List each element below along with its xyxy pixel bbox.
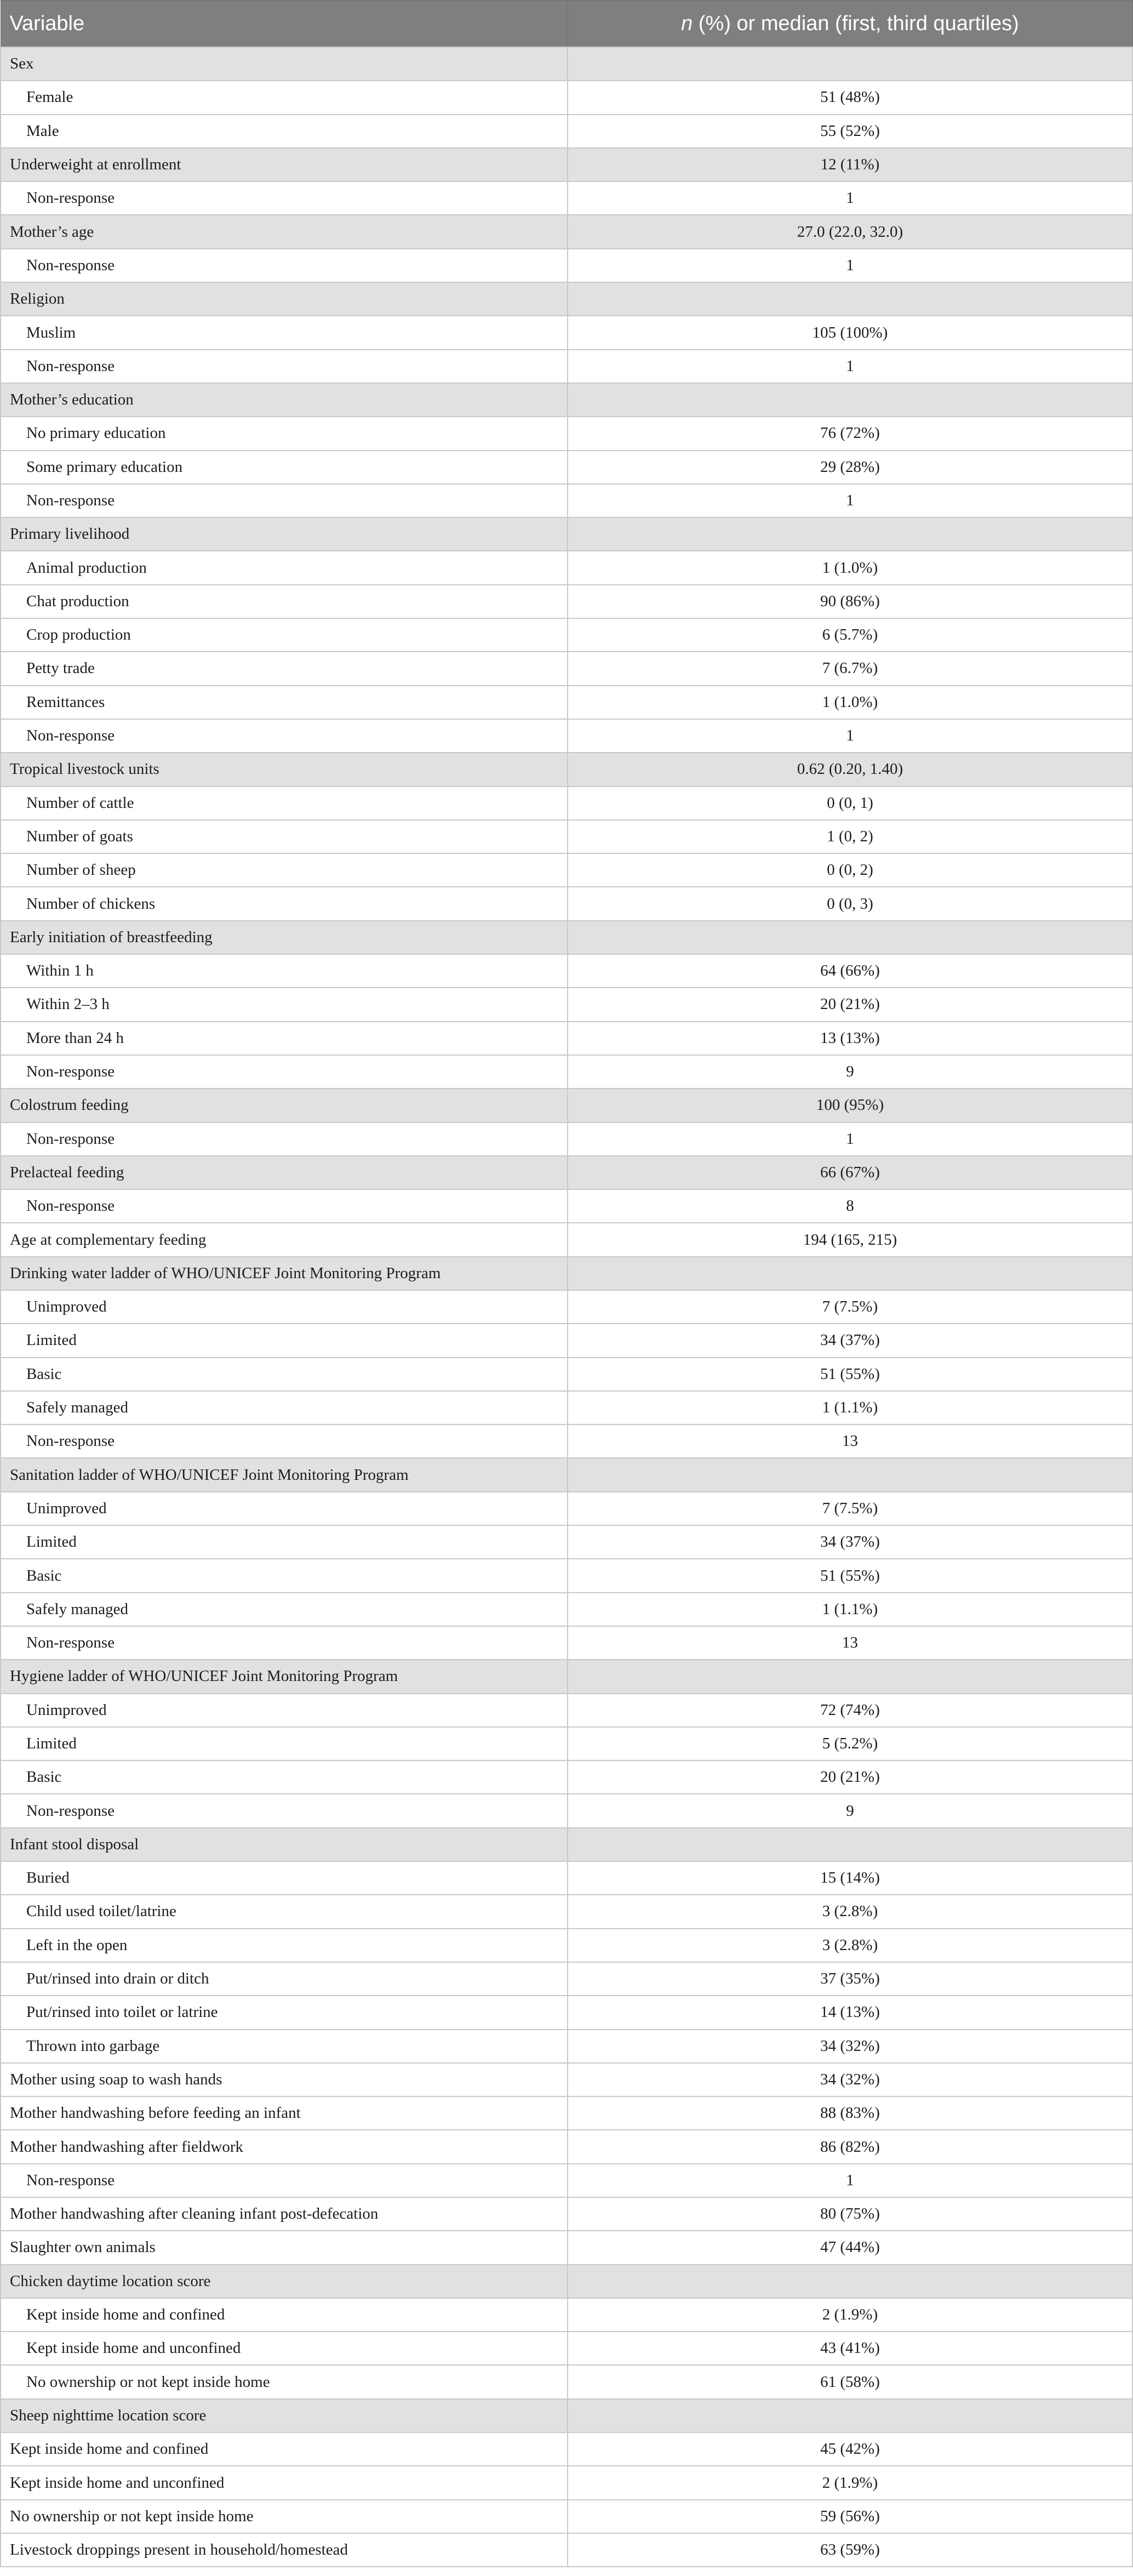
table-row	[1, 787, 1132, 820]
variable-cell: Drinking water ladder of WHO/UNICEF Joint Monitoring Program	[1, 1257, 568, 1290]
value-cell: 194 (165, 215)	[568, 1223, 1132, 1256]
value-cell: 34 (32%)	[568, 2030, 1132, 2063]
value-cell: 8	[568, 1189, 1132, 1223]
table-row	[1, 2030, 1132, 2063]
value-cell: 9	[568, 1794, 1132, 1827]
value-cell: 34 (37%)	[568, 1324, 1132, 1357]
variable-cell: Non-response	[1, 2164, 568, 2197]
table-row	[1, 954, 1132, 988]
variable-cell: Mother handwashing after fieldwork	[1, 2130, 568, 2163]
table-row	[1, 1794, 1132, 1827]
table-row	[1, 1391, 1132, 1424]
table-row	[1, 1626, 1132, 1660]
value-cell: 3 (2.8%)	[568, 1895, 1132, 1928]
value-cell	[568, 517, 1132, 551]
table-row	[1, 585, 1132, 618]
table-row	[1, 988, 1132, 1021]
variable-cell: Prelacteal feeding	[1, 1156, 568, 1189]
variable-cell: Sanitation ladder of WHO/UNICEF Joint Monitoring Program	[1, 1458, 568, 1491]
variable-cell: Livestock droppings present in household/homestead	[1, 2533, 568, 2567]
variable-cell: Crop production	[1, 618, 568, 652]
value-cell: 7 (6.7%)	[568, 652, 1132, 685]
table-row	[1, 853, 1132, 887]
value-cell: 20 (21%)	[568, 1760, 1132, 1794]
variable-cell: Mother handwashing after cleaning infant post-defecation	[1, 2197, 568, 2231]
table-row	[1, 1727, 1132, 1760]
value-cell: 1 (1.1%)	[568, 1593, 1132, 1626]
value-cell: 14 (13%)	[568, 1996, 1132, 2029]
n-symbol: n	[681, 12, 693, 35]
table-row	[1, 451, 1132, 484]
table-group-row	[1, 1458, 1132, 1491]
value-cell: 1	[568, 181, 1132, 215]
variable-cell: Primary livelihood	[1, 517, 568, 551]
table-row	[1, 887, 1132, 920]
value-cell	[568, 383, 1132, 417]
variable-cell: Limited	[1, 1525, 568, 1559]
variable-cell: Basic	[1, 1760, 568, 1794]
value-cell: 64 (66%)	[568, 954, 1132, 988]
value-cell	[568, 1660, 1132, 1693]
table-row	[1, 2063, 1132, 2096]
table-row	[1, 316, 1132, 349]
value-column-header	[568, 1, 1132, 48]
table-row	[1, 484, 1132, 517]
value-cell: 13	[568, 1626, 1132, 1660]
variable-cell: Sex	[1, 47, 568, 81]
table-row	[1, 2365, 1132, 2398]
value-cell: 34 (37%)	[568, 1525, 1132, 1559]
value-cell: 1 (1.1%)	[568, 1391, 1132, 1424]
table-row	[1, 2332, 1132, 2365]
value-cell: 6 (5.7%)	[568, 618, 1132, 652]
value-cell: 1	[568, 350, 1132, 383]
table-row	[1, 2298, 1132, 2332]
value-cell: 61 (58%)	[568, 2365, 1132, 2398]
table-row	[1, 2231, 1132, 2264]
table-row	[1, 1929, 1132, 1962]
variable-cell: Non-response	[1, 181, 568, 215]
value-cell: 29 (28%)	[568, 451, 1132, 484]
table-row	[1, 551, 1132, 584]
value-cell: 3 (2.8%)	[568, 1929, 1132, 1962]
value-cell: 5 (5.2%)	[568, 1727, 1132, 1760]
value-cell: 0 (0, 2)	[568, 853, 1132, 887]
table-row	[1, 2197, 1132, 2231]
variable-cell: Chicken daytime location score	[1, 2265, 568, 2298]
variable-cell: Underweight at enrollment	[1, 148, 568, 181]
value-cell: 47 (44%)	[568, 2231, 1132, 2264]
variable-cell: Sheep nighttime location score	[1, 2399, 568, 2432]
table-row	[1, 820, 1132, 853]
variable-cell: Left in the open	[1, 1929, 568, 1962]
value-cell: 37 (35%)	[568, 1962, 1132, 1996]
table-row	[1, 81, 1132, 114]
value-cell: 0.62 (0.20, 1.40)	[568, 753, 1132, 786]
table-row	[1, 1290, 1132, 1324]
variable-cell: Early initiation of breastfeeding	[1, 921, 568, 954]
value-cell: 12 (11%)	[568, 148, 1132, 181]
value-cell: 63 (59%)	[568, 2533, 1132, 2567]
value-cell: 66 (67%)	[568, 1156, 1132, 1189]
value-cell: 43 (41%)	[568, 2332, 1132, 2365]
variable-cell: Unimproved	[1, 1290, 568, 1324]
variable-cell: Kept inside home and unconfined	[1, 2332, 568, 2365]
table-group-row	[1, 517, 1132, 551]
table-group-row	[1, 47, 1132, 81]
table-row	[1, 1122, 1132, 1156]
value-cell: 1	[568, 719, 1132, 753]
value-cell: 2 (1.9%)	[568, 2466, 1132, 2499]
variable-cell: Safely managed	[1, 1391, 568, 1424]
variable-cell: Religion	[1, 282, 568, 316]
variable-cell: Basic	[1, 1358, 568, 1391]
value-cell: 7 (7.5%)	[568, 1492, 1132, 1525]
variable-cell: Kept inside home and confined	[1, 2432, 568, 2466]
table-row	[1, 1492, 1132, 1525]
variable-cell: Non-response	[1, 1794, 568, 1827]
variable-cell: Limited	[1, 1324, 568, 1357]
variable-cell: Animal production	[1, 551, 568, 584]
variable-cell: Remittances	[1, 686, 568, 719]
value-cell: 0 (0, 1)	[568, 787, 1132, 820]
table-row	[1, 350, 1132, 383]
table-row	[1, 249, 1132, 282]
value-cell: 88 (83%)	[568, 2096, 1132, 2130]
value-cell: 1	[568, 2164, 1132, 2197]
table-row	[1, 1189, 1132, 1223]
variable-cell: Tropical livestock units	[1, 753, 568, 786]
table-row	[1, 1055, 1132, 1088]
variable-cell: Basic	[1, 1559, 568, 1592]
value-cell	[568, 2265, 1132, 2298]
variable-cell: Muslim	[1, 316, 568, 349]
variable-column-header: Variable	[1, 1, 568, 48]
variable-cell: Colostrum feeding	[1, 1088, 568, 1122]
table-body	[1, 47, 1132, 2567]
variable-cell: Mother’s education	[1, 383, 568, 417]
variable-cell: Non-response	[1, 1424, 568, 1458]
variable-cell: Put/rinsed into drain or ditch	[1, 1962, 568, 1996]
table-row	[1, 1223, 1132, 1256]
table-row	[1, 1525, 1132, 1559]
value-cell: 51 (48%)	[568, 81, 1132, 114]
variable-cell: Petty trade	[1, 652, 568, 685]
table-row	[1, 1424, 1132, 1458]
table-group-row	[1, 215, 1132, 248]
value-cell: 45 (42%)	[568, 2432, 1132, 2466]
variable-cell: Kept inside home and confined	[1, 2298, 568, 2332]
table-group-row	[1, 2399, 1132, 2432]
variable-cell: Number of cattle	[1, 787, 568, 820]
variable-cell: Non-response	[1, 350, 568, 383]
table-row	[1, 1358, 1132, 1391]
variable-cell: No primary education	[1, 417, 568, 450]
table-row	[1, 2466, 1132, 2499]
value-cell: 13	[568, 1424, 1132, 1458]
value-cell: 34 (32%)	[568, 2063, 1132, 2096]
table-row	[1, 2164, 1132, 2197]
variable-cell: Unimproved	[1, 1694, 568, 1727]
variable-cell: Mother handwashing before feeding an infant	[1, 2096, 568, 2130]
variable-cell: Within 2–3 h	[1, 988, 568, 1021]
variable-cell: Some primary education	[1, 451, 568, 484]
value-cell: 59 (56%)	[568, 2500, 1132, 2533]
table-row	[1, 1760, 1132, 1794]
value-cell	[568, 921, 1132, 954]
table-row	[1, 1962, 1132, 1996]
table-row	[1, 1895, 1132, 1928]
table-group-row	[1, 383, 1132, 417]
table-row	[1, 686, 1132, 719]
table-row	[1, 1861, 1132, 1895]
variable-cell: Female	[1, 81, 568, 114]
variable-cell: Mother’s age	[1, 215, 568, 248]
value-cell	[568, 2399, 1132, 2432]
variable-cell: Male	[1, 115, 568, 148]
variable-cell: Limited	[1, 1727, 568, 1760]
table-row	[1, 181, 1132, 215]
table-group-row	[1, 1828, 1132, 1861]
table-group-row	[1, 753, 1132, 786]
variable-cell: Age at complementary feeding	[1, 1223, 568, 1256]
table-group-row	[1, 148, 1132, 181]
variable-cell: More than 24 h	[1, 1022, 568, 1055]
variable-cell: Number of chickens	[1, 887, 568, 920]
variable-cell: Child used toilet/latrine	[1, 1895, 568, 1928]
table-row	[1, 1694, 1132, 1727]
value-cell: 20 (21%)	[568, 988, 1132, 1021]
table-group-row	[1, 921, 1132, 954]
value-cell: 1 (0, 2)	[568, 820, 1132, 853]
variable-cell: Non-response	[1, 1055, 568, 1088]
table-row	[1, 719, 1132, 753]
value-cell: 100 (95%)	[568, 1088, 1132, 1122]
value-cell: 13 (13%)	[568, 1022, 1132, 1055]
table-row	[1, 2500, 1132, 2533]
variable-cell: No ownership or not kept inside home	[1, 2365, 568, 2398]
variable-cell: Buried	[1, 1861, 568, 1895]
variable-cell: Slaughter own animals	[1, 2231, 568, 2264]
value-cell: 1	[568, 1122, 1132, 1156]
table-row	[1, 1996, 1132, 2029]
variable-cell: No ownership or not kept inside home	[1, 2500, 568, 2533]
table-row	[1, 2432, 1132, 2466]
table-row	[1, 2533, 1132, 2567]
variable-cell: Mother using soap to wash hands	[1, 2063, 568, 2096]
value-cell: 80 (75%)	[568, 2197, 1132, 2231]
variable-cell: Hygiene ladder of WHO/UNICEF Joint Monitoring Program	[1, 1660, 568, 1693]
table-row	[1, 1022, 1132, 1055]
variable-cell: Chat production	[1, 585, 568, 618]
value-cell: 2 (1.9%)	[568, 2298, 1132, 2332]
value-cell: 9	[568, 1055, 1132, 1088]
table-row	[1, 1593, 1132, 1626]
value-cell	[568, 1828, 1132, 1861]
variable-cell: Number of goats	[1, 820, 568, 853]
value-cell: 1 (1.0%)	[568, 686, 1132, 719]
variable-cell: Kept inside home and unconfined	[1, 2466, 568, 2499]
value-cell: 51 (55%)	[568, 1358, 1132, 1391]
table-header-row	[1, 1, 1132, 48]
table-row	[1, 417, 1132, 450]
value-cell	[568, 47, 1132, 81]
value-cell	[568, 1257, 1132, 1290]
table-group-row	[1, 1156, 1132, 1189]
table-row	[1, 1324, 1132, 1357]
variable-cell: Put/rinsed into toilet or latrine	[1, 1996, 568, 2029]
variable-cell: Non-response	[1, 1122, 568, 1156]
variable-cell: Non-response	[1, 249, 568, 282]
value-cell: 1	[568, 484, 1132, 517]
value-header-text: (%) or median (first, third quartiles)	[693, 12, 1019, 35]
table-row	[1, 652, 1132, 685]
table-group-row	[1, 1257, 1132, 1290]
table-row	[1, 2096, 1132, 2130]
table-group-row	[1, 1660, 1132, 1693]
table-row	[1, 115, 1132, 148]
variable-cell: Non-response	[1, 484, 568, 517]
value-cell: 105 (100%)	[568, 316, 1132, 349]
table-row	[1, 618, 1132, 652]
value-cell: 7 (7.5%)	[568, 1290, 1132, 1324]
table-group-row	[1, 2265, 1132, 2298]
value-cell: 55 (52%)	[568, 115, 1132, 148]
variable-cell: Number of sheep	[1, 853, 568, 887]
value-cell: 15 (14%)	[568, 1861, 1132, 1895]
value-cell	[568, 282, 1132, 316]
value-cell	[568, 1458, 1132, 1491]
variable-cell: Within 1 h	[1, 954, 568, 988]
value-cell: 90 (86%)	[568, 585, 1132, 618]
table-row	[1, 2130, 1132, 2163]
table-row	[1, 1559, 1132, 1592]
variable-cell: Non-response	[1, 719, 568, 753]
variable-cell: Non-response	[1, 1189, 568, 1223]
value-cell: 51 (55%)	[568, 1559, 1132, 1592]
value-cell: 76 (72%)	[568, 417, 1132, 450]
variable-cell: Safely managed	[1, 1593, 568, 1626]
table-group-row	[1, 1088, 1132, 1122]
value-cell: 86 (82%)	[568, 2130, 1132, 2163]
value-cell: 1	[568, 249, 1132, 282]
variable-cell: Thrown into garbage	[1, 2030, 568, 2063]
table-group-row	[1, 282, 1132, 316]
variable-cell: Unimproved	[1, 1492, 568, 1525]
value-cell: 72 (74%)	[568, 1694, 1132, 1727]
variable-cell: Non-response	[1, 1626, 568, 1660]
variable-cell: Infant stool disposal	[1, 1828, 568, 1861]
value-cell: 27.0 (22.0, 32.0)	[568, 215, 1132, 248]
value-cell: 1 (1.0%)	[568, 551, 1132, 584]
value-cell: 0 (0, 3)	[568, 887, 1132, 920]
